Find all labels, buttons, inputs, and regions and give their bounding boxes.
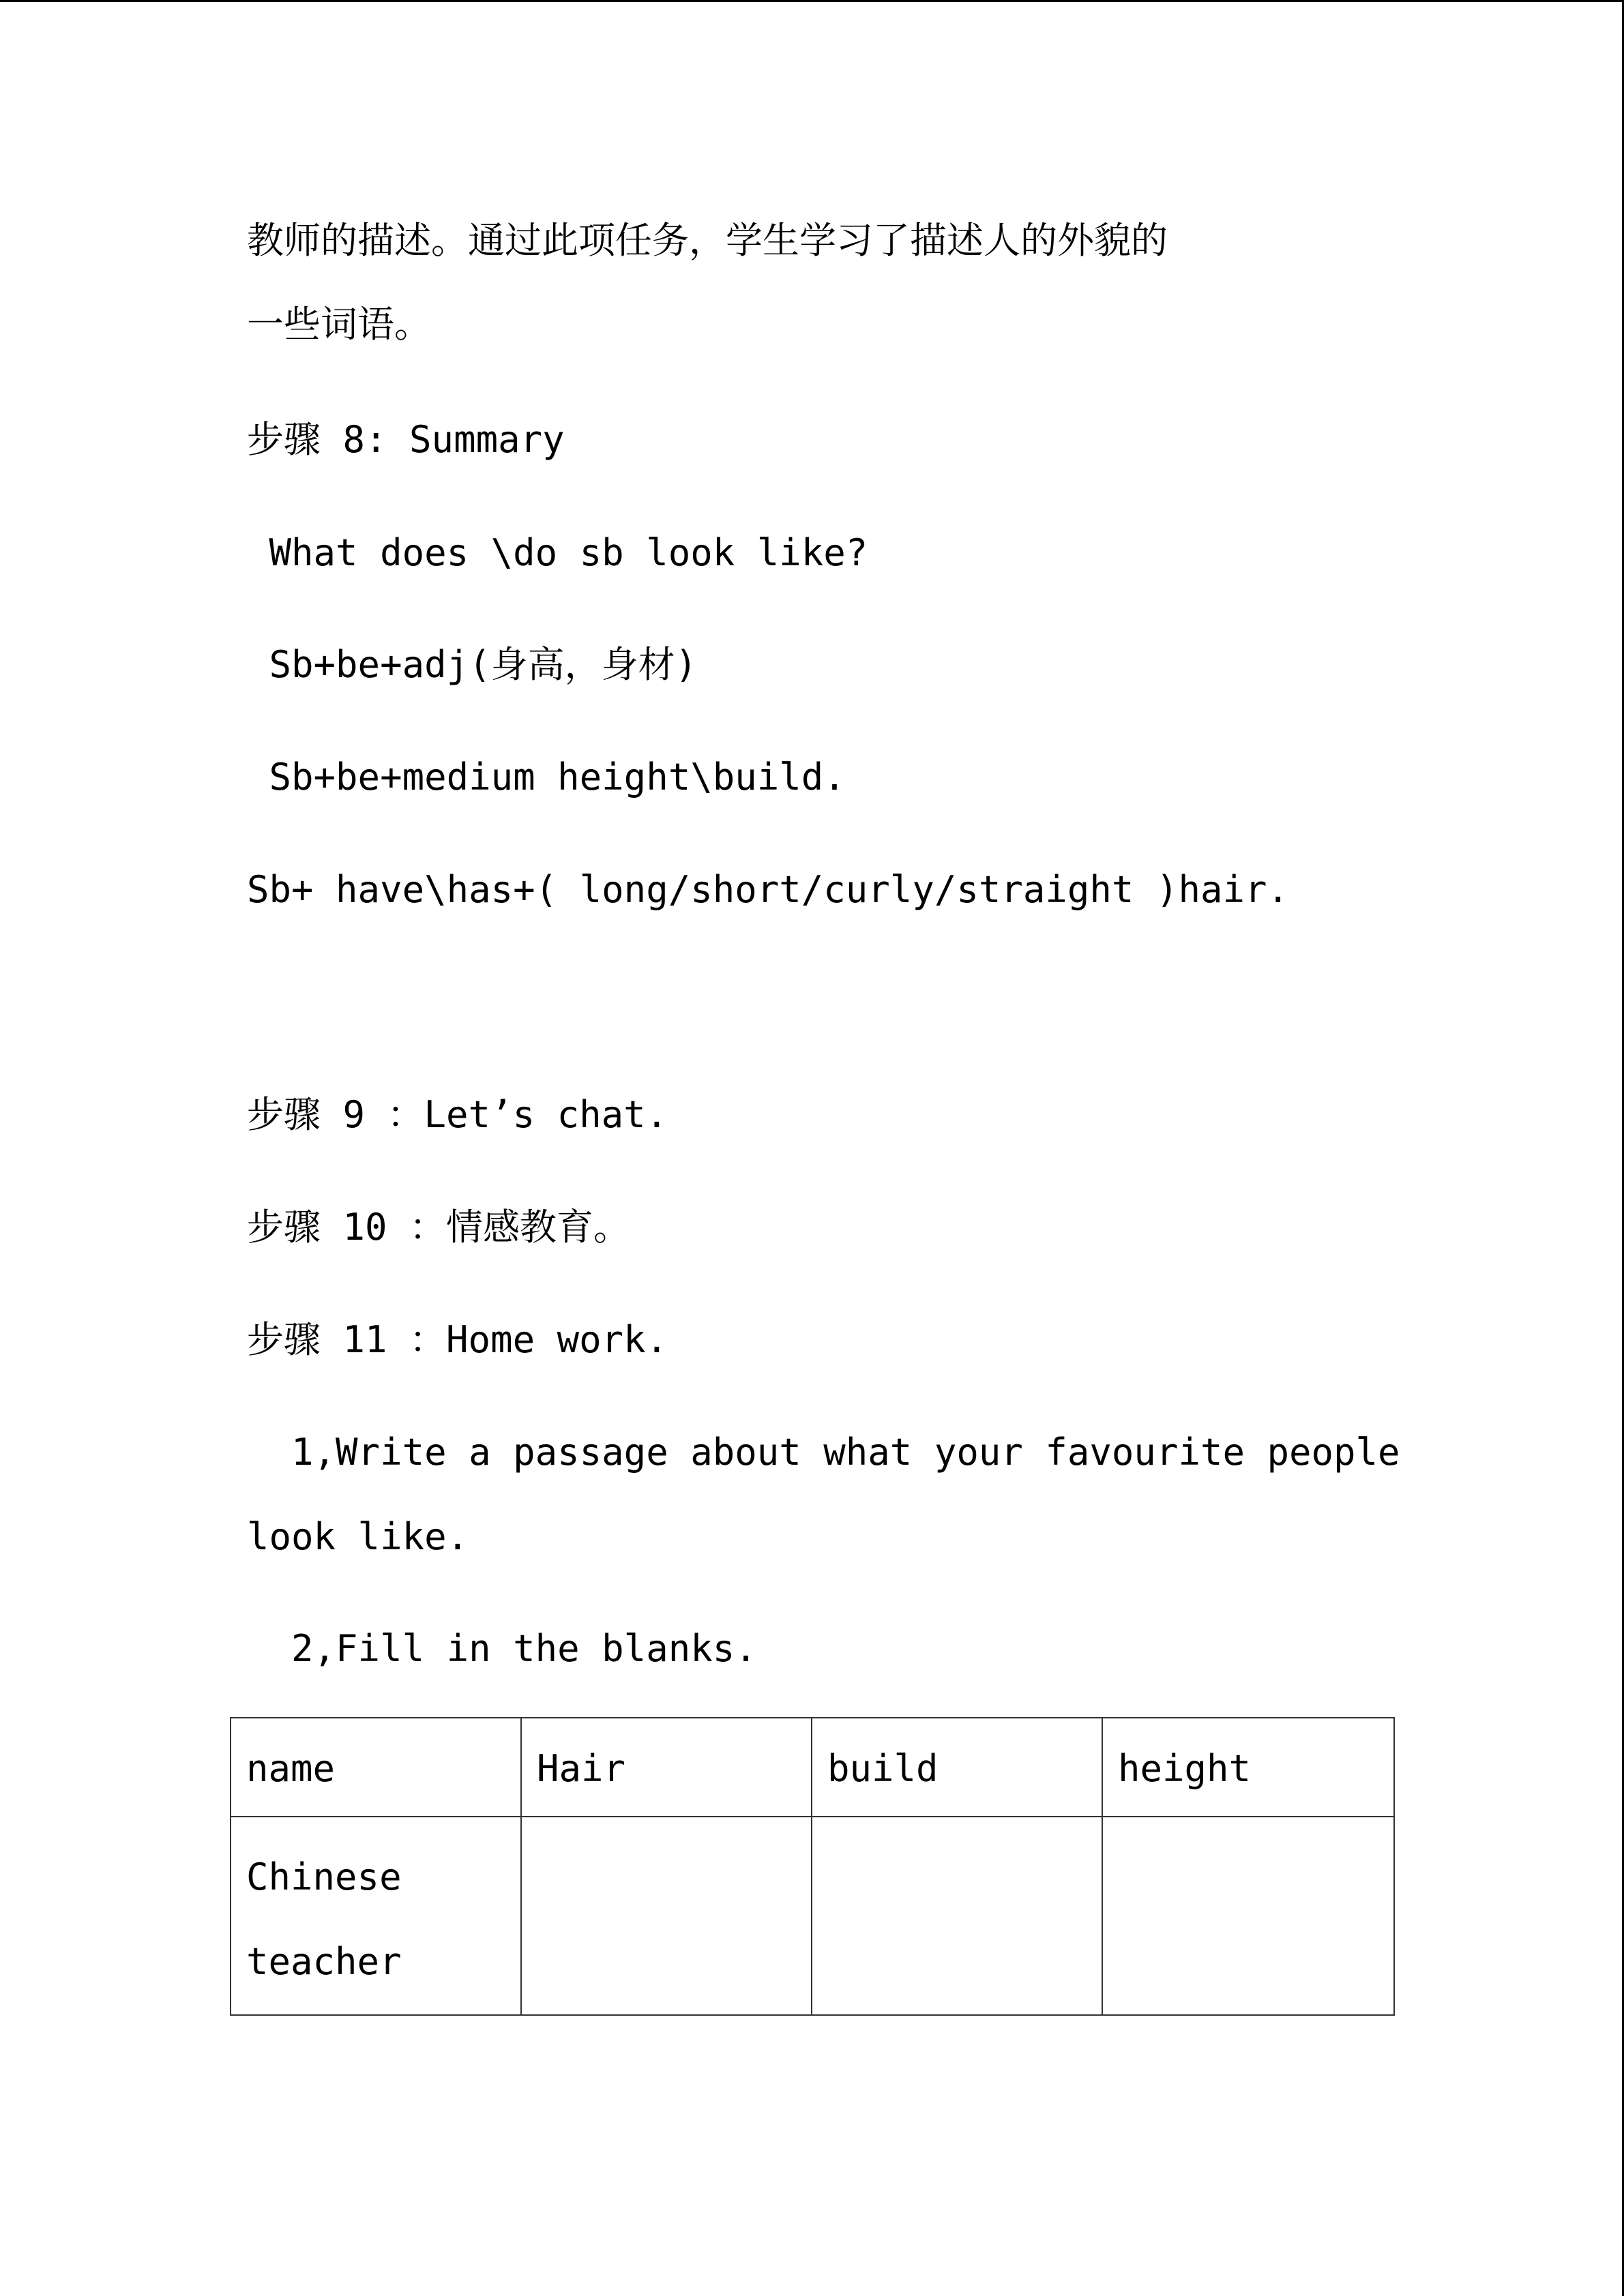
table-header-row	[231, 1718, 1394, 1817]
fill-in-table	[230, 1717, 1395, 2016]
paragraph-line-1: 教师的描述。通过此项任务，学生学习了描述人的外貌的	[247, 219, 1168, 262]
cell-build	[812, 1817, 1102, 2015]
paragraph-line-2: 一些词语。	[247, 303, 431, 346]
cell-hair	[521, 1817, 812, 2015]
table-row	[231, 1817, 1394, 2015]
header-cell-hair	[521, 1718, 812, 1817]
summary-line-medium: Sb+be+medium height\build.	[247, 756, 846, 799]
step-11-heading: 步骤 11 ：Home work.	[247, 1318, 668, 1361]
step-10-heading: 步骤 10 ：情感教育。	[247, 1206, 631, 1249]
homework-item-1: 1,Write a passage about what your favourite people	[247, 1431, 1400, 1474]
header-build-label: build	[827, 1747, 939, 1790]
header-name-label: name	[246, 1747, 336, 1790]
step-8-heading: 步骤 8: Summary	[247, 418, 565, 461]
summary-line-hair: Sb+ have\has+( long/short/curly/straight )hair.	[247, 868, 1290, 911]
step-9-heading: 步骤 9 ：Let’s chat.	[247, 1093, 668, 1136]
cell-name	[231, 1817, 521, 2015]
header-cell-name	[231, 1718, 521, 1817]
cell-height	[1102, 1817, 1394, 2015]
summary-line-adj: Sb+be+adj(身高，身材)	[247, 643, 698, 686]
homework-item-2: 2,Fill in the blanks.	[247, 1627, 757, 1670]
homework-item-1-continued: look like.	[247, 1515, 469, 1558]
header-cell-build	[812, 1718, 1102, 1817]
cell-name-line-1: Chinese	[246, 1855, 402, 1898]
summary-line-question: What does \do sb look like?	[247, 531, 868, 574]
header-height-label: height	[1118, 1747, 1252, 1790]
header-hair-label: Hair	[537, 1747, 626, 1790]
header-cell-height	[1102, 1718, 1394, 1817]
cell-name-line-2: teacher	[246, 1940, 402, 1983]
